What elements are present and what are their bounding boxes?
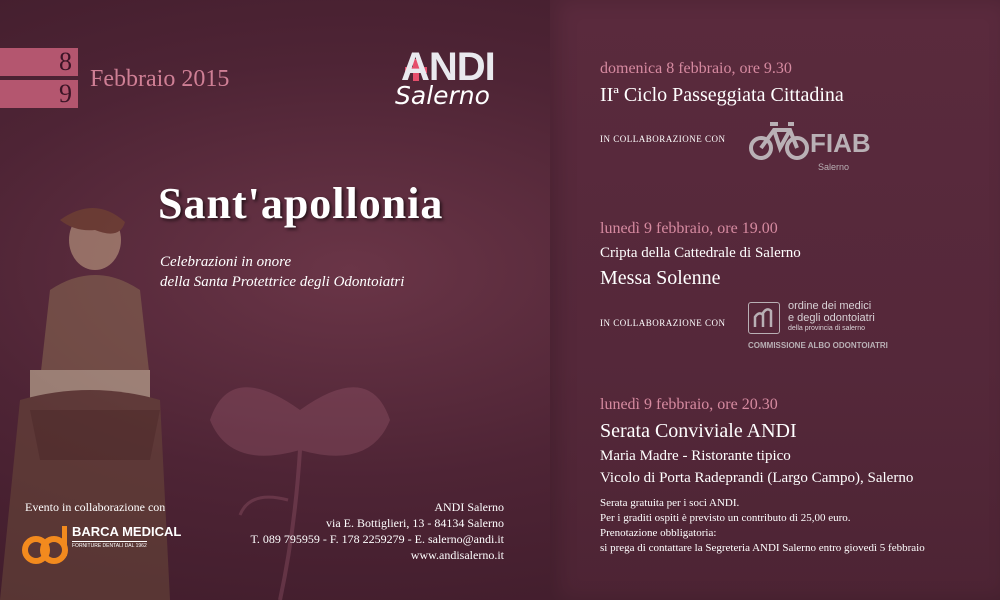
bicycle-icon <box>748 118 810 164</box>
event-3-note-2: Per i graditi ospiti è previsto un contributo di 25,00 euro. <box>600 512 851 524</box>
event-3-note-3: Prenotazione obbligatoria: <box>600 527 717 539</box>
sponsor-label: Evento in collaborazione con <box>25 500 166 514</box>
event-2-title: Messa Solenne <box>600 267 721 289</box>
address-street: via E. Bottiglieri, 13 - 84134 Salerno <box>326 516 504 530</box>
ordine-medici-logo <box>748 300 908 355</box>
barca-medical-mark-icon <box>22 522 68 568</box>
event-2-date: lunedì 9 febbraio, ore 19.00 <box>600 220 778 237</box>
event-3-date: lunedì 9 febbraio, ore 20.30 <box>600 396 778 413</box>
logo-brand: ANDI <box>401 45 495 89</box>
fiab-logo <box>748 118 898 176</box>
event-1-date: domenica 8 febbraio, ore 9.30 <box>600 60 792 77</box>
fiab-city: Salerno <box>818 162 850 172</box>
event-3-note-1: Serata gratuita per i soci ANDI. <box>600 497 740 509</box>
address-website[interactable]: www.andisalerno.it <box>410 548 504 562</box>
sponsor-name: BARCA MEDICAL <box>72 524 182 539</box>
sponsor-tagline: FORNITURE DENTALI DAL 1962 <box>72 543 147 549</box>
logo-city: Salerno <box>395 81 490 110</box>
month-label: Febbraio 2015 <box>90 66 230 92</box>
ordine-line-1: ordine dei medici <box>788 300 872 312</box>
date-day-8: 8 <box>0 48 78 76</box>
event-3-note-4: si prega di contattare la Segreteria ANDI Salerno entro giovedì 5 febbraio <box>600 542 925 554</box>
event-1-collab-label: IN COLLABORAZIONE CON <box>600 134 726 144</box>
ordine-emblem-icon <box>748 302 780 334</box>
event-1-title: IIª Ciclo Passeggiata Cittadina <box>600 84 844 106</box>
event-title: Sant'apollonia <box>158 179 444 228</box>
event-3-street: Vicolo di Porta Radeprandi (Largo Campo), Salerno <box>600 470 914 486</box>
address-contacts: T. 089 795959 - F. 178 2259279 - E. salerno@andi.it <box>250 532 504 546</box>
subtitle-line-2: della Santa Protettrice degli Odontoiatri <box>160 274 405 290</box>
ordine-line-2: e degli odontoiatri <box>788 312 875 324</box>
barca-medical-logo <box>22 522 192 568</box>
event-3-venue: Maria Madre - Ristorante tipico <box>600 448 791 464</box>
event-2-collab-label: IN COLLABORAZIONE CON <box>600 318 726 328</box>
ordine-commission: COMMISSIONE ALBO ODONTOIATRI <box>748 341 888 350</box>
andi-salerno-logo <box>395 45 510 115</box>
date-day-9: 9 <box>0 80 78 108</box>
poppy-flower-illustration <box>170 300 430 600</box>
fiab-name: FIAB <box>810 128 871 158</box>
ordine-line-3: della provincia di salerno <box>788 325 866 332</box>
subtitle-line-1: Celebrazioni in onore <box>160 254 292 270</box>
event-3-title: Serata Conviviale ANDI <box>600 420 797 442</box>
event-2-location: Cripta della Cattedrale di Salerno <box>600 245 801 261</box>
address-org: ANDI Salerno <box>434 500 504 514</box>
